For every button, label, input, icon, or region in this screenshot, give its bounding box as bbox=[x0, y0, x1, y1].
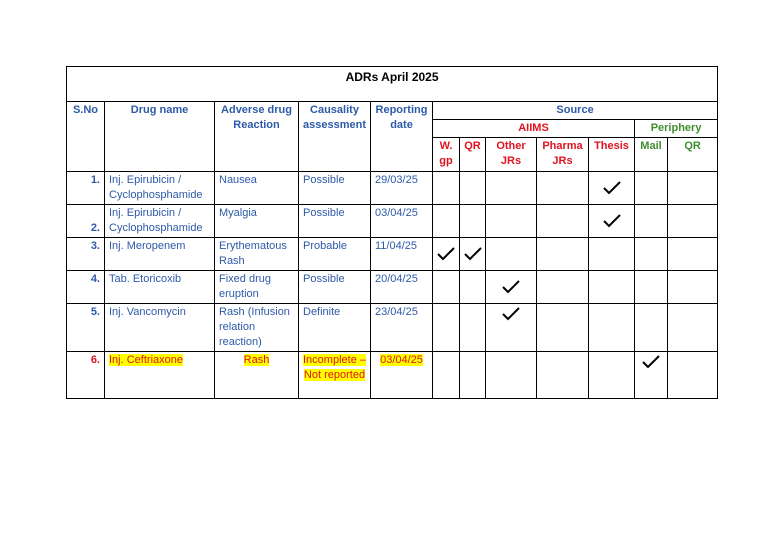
cell-mail bbox=[635, 304, 668, 352]
checkmark-icon bbox=[602, 180, 622, 196]
checkmark-icon bbox=[463, 246, 483, 262]
header-sno: S.No bbox=[67, 102, 105, 172]
checkmark-icon bbox=[501, 279, 521, 295]
cell-thesis bbox=[589, 304, 635, 352]
cell-periphery-qr bbox=[668, 304, 718, 352]
row-drug: Inj. Epirubicin / Cyclophosphamide bbox=[105, 172, 215, 205]
row-causality: Possible bbox=[299, 205, 371, 238]
cell-mail bbox=[635, 205, 668, 238]
row-date: 23/04/25 bbox=[371, 304, 433, 352]
checkmark-icon bbox=[436, 246, 456, 262]
header-aiims: AIIMS bbox=[433, 120, 635, 138]
row-drug: Inj. Vancomycin bbox=[105, 304, 215, 352]
row-date-cell bbox=[371, 352, 433, 399]
header-pharma-jrs: Pharma JRs bbox=[537, 138, 589, 172]
row-date: 29/03/25 bbox=[371, 172, 433, 205]
row-sno: 1. bbox=[67, 172, 105, 205]
row-reaction: Erythematous Rash bbox=[215, 238, 299, 271]
row-date: 20/04/25 bbox=[371, 271, 433, 304]
header-periphery-qr: QR bbox=[668, 138, 718, 172]
header-source: Source bbox=[433, 102, 718, 120]
cell-thesis bbox=[589, 271, 635, 304]
header-adverse-reaction: Adverse drug Reaction bbox=[215, 102, 299, 172]
cell-periphery-qr bbox=[668, 205, 718, 238]
table-row bbox=[67, 238, 718, 271]
checkmark-icon bbox=[641, 354, 661, 370]
cell-mail bbox=[635, 172, 668, 205]
cell-wgp bbox=[433, 238, 460, 271]
cell-periphery-qr bbox=[668, 172, 718, 205]
row-sno: 6. bbox=[67, 352, 105, 399]
cell-other-jrs bbox=[486, 205, 537, 238]
cell-qr bbox=[460, 205, 486, 238]
header-thesis: Thesis bbox=[589, 138, 635, 172]
cell-wgp bbox=[433, 172, 460, 205]
cell-mail bbox=[635, 352, 668, 399]
row-date: 03/04/25 bbox=[371, 205, 433, 238]
header-other-jrs: Other JRs bbox=[486, 138, 537, 172]
row-reaction: Myalgia bbox=[215, 205, 299, 238]
cell-periphery-qr bbox=[668, 271, 718, 304]
cell-other-jrs bbox=[486, 352, 537, 399]
table-row bbox=[67, 304, 718, 352]
header-drug-name: Drug name bbox=[105, 102, 215, 172]
header-qr: QR bbox=[460, 138, 486, 172]
cell-pharma-jrs bbox=[537, 238, 589, 271]
row-reaction-cell bbox=[215, 352, 299, 399]
cell-thesis bbox=[589, 352, 635, 399]
row-date: 11/04/25 bbox=[371, 238, 433, 271]
table-row bbox=[67, 271, 718, 304]
cell-periphery-qr bbox=[668, 238, 718, 271]
header-causality: Causality assessment bbox=[299, 102, 371, 172]
cell-pharma-jrs bbox=[537, 205, 589, 238]
row-causality-cell bbox=[299, 352, 371, 399]
cell-other-jrs bbox=[486, 304, 537, 352]
row-drug-cell bbox=[105, 352, 215, 399]
row-drug: Inj. Epirubicin / Cyclophosphamide bbox=[105, 205, 215, 238]
checkmark-icon bbox=[602, 213, 622, 229]
row-reaction: Rash (Infusion relation reaction) bbox=[215, 304, 299, 352]
header-reporting-date: Reporting date bbox=[371, 102, 433, 172]
cell-qr bbox=[460, 172, 486, 205]
row-reaction: Fixed drug eruption bbox=[215, 271, 299, 304]
header-periphery: Periphery bbox=[635, 120, 718, 138]
cell-wgp bbox=[433, 271, 460, 304]
row-causality: Probable bbox=[299, 238, 371, 271]
table-title: ADRs April 2025 bbox=[67, 67, 718, 102]
row-drug: Inj. Ceftriaxone bbox=[109, 354, 183, 366]
cell-thesis bbox=[589, 172, 635, 205]
adr-table bbox=[66, 66, 718, 399]
cell-wgp bbox=[433, 352, 460, 399]
cell-other-jrs bbox=[486, 238, 537, 271]
cell-qr bbox=[460, 238, 486, 271]
row-causality: Definite bbox=[299, 304, 371, 352]
cell-pharma-jrs bbox=[537, 172, 589, 205]
row-reaction: Rash bbox=[243, 354, 270, 366]
cell-other-jrs bbox=[486, 271, 537, 304]
cell-qr bbox=[460, 304, 486, 352]
cell-pharma-jrs bbox=[537, 352, 589, 399]
header-wgp: W. gp bbox=[433, 138, 460, 172]
cell-mail bbox=[635, 271, 668, 304]
cell-mail bbox=[635, 238, 668, 271]
cell-pharma-jrs bbox=[537, 271, 589, 304]
row-date: 03/04/25 bbox=[380, 354, 423, 366]
cell-qr bbox=[460, 271, 486, 304]
table-row bbox=[67, 205, 718, 238]
row-reaction: Nausea bbox=[215, 172, 299, 205]
cell-periphery-qr bbox=[668, 352, 718, 399]
cell-qr bbox=[460, 352, 486, 399]
row-causality: Incomplete – Not reported bbox=[303, 354, 366, 381]
row-drug: Tab. Etoricoxib bbox=[105, 271, 215, 304]
cell-wgp bbox=[433, 304, 460, 352]
row-causality: Possible bbox=[299, 172, 371, 205]
table-row bbox=[67, 352, 718, 399]
row-sno: 4. bbox=[67, 271, 105, 304]
cell-thesis bbox=[589, 238, 635, 271]
row-sno: 5. bbox=[67, 304, 105, 352]
cell-pharma-jrs bbox=[537, 304, 589, 352]
checkmark-icon bbox=[501, 306, 521, 322]
cell-other-jrs bbox=[486, 172, 537, 205]
row-sno: 3. bbox=[67, 238, 105, 271]
table-row bbox=[67, 172, 718, 205]
cell-wgp bbox=[433, 205, 460, 238]
row-drug: Inj. Meropenem bbox=[105, 238, 215, 271]
cell-thesis bbox=[589, 205, 635, 238]
row-causality: Possible bbox=[299, 271, 371, 304]
row-sno: 2. bbox=[67, 205, 105, 238]
header-mail: Mail bbox=[635, 138, 668, 172]
